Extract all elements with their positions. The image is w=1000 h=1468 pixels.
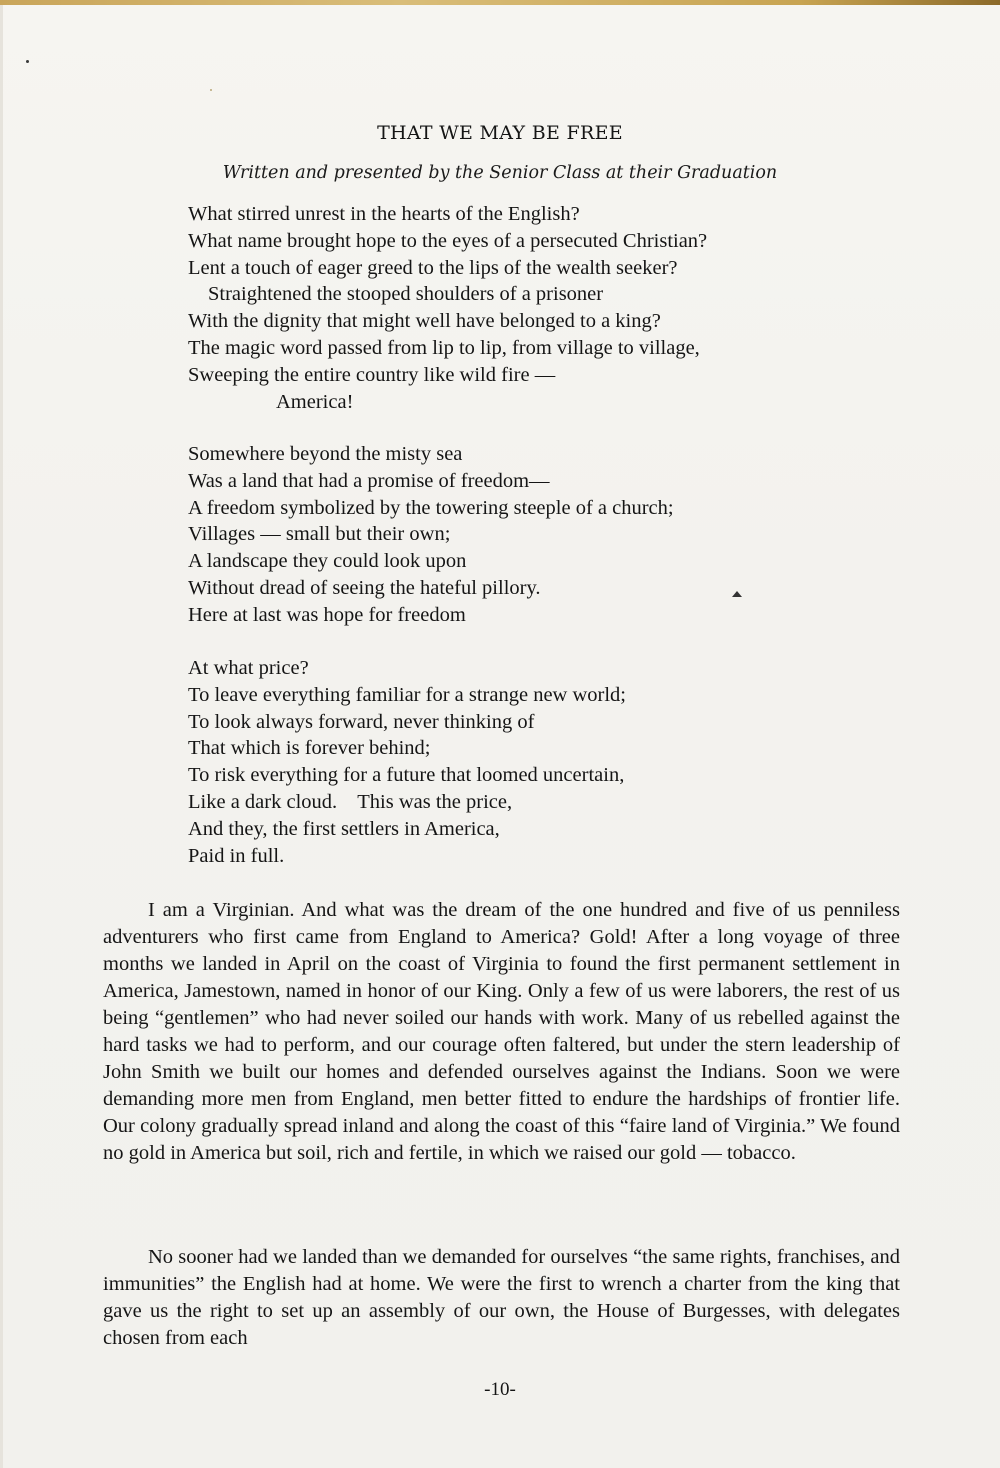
page-top-edge (0, 0, 1000, 5)
page-title: THAT WE MAY BE FREE (377, 122, 623, 144)
poem-line: With the dignity that might well have belonged to a king? (188, 310, 661, 333)
page-subtitle: Written and presented by the Senior Class at their Graduation (222, 163, 778, 183)
poem-line: Here at last was hope for freedom (188, 603, 466, 626)
poem-line: At what price? (188, 657, 309, 679)
poem-line: Sweeping the entire country like wild fire — (188, 363, 556, 386)
poem-line: America! (276, 390, 354, 413)
prose-paragraph: I am a Virginian. And what was the dream of the one hundred and five of us penniless adventurers who first came from England to America? Gold! After a long voyage of three months we landed in April on the coast of Virginia to found the first permanent settlement in America, Jamestown, named in honor of our King. Only a few of us were laborers, the rest of us being “gentlemen” who had never soiled our hands with work. Many of us rebelled against the hard tasks we had to perform, and our courage often faltered, but under the stern leadership of John Smith we built our homes and defended ourselves against the Indians. Soon we were demanding more men from England, men better fitted to endure the hardships of frontier life. Our colony gradually spread inland and along the coast of this “faire land of Virginia.” We found no gold in America but soil, rich and fertile, in which we raised our gold — tobacco. (103, 899, 900, 1164)
poem-stanza-2 (188, 441, 868, 629)
poem-line: Like a dark cloud. This was the price, (188, 790, 513, 813)
poem-line: What stirred unrest in the hearts of the English? (188, 203, 580, 225)
paper-speck (210, 89, 212, 91)
page-number: -10- (484, 1379, 516, 1400)
poem-line: A freedom symbolized by the towering steeple of a church; (188, 496, 674, 519)
poem-line: That which is forever behind; (188, 737, 431, 760)
page-left-edge (0, 5, 3, 1468)
poem-line: Paid in full. (188, 844, 285, 867)
poem-stanza-3 (188, 655, 868, 869)
poem-line: Straightened the stooped shoulders of a prisoner (208, 283, 604, 306)
prose-section-2 (103, 1244, 900, 1352)
prose-paragraph: No sooner had we landed than we demanded for ourselves “the same rights, franchises, and immunities” the English had at home. We were the first to wrench a charter from the king that gave us the right to set up an assembly of our own, the House of Burgesses, with delegates chosen from each (103, 1246, 900, 1349)
paper-speck (26, 60, 29, 63)
poem-line: Lent a touch of eager greed to the lips of the wealth seeker? (188, 256, 678, 279)
poem-line: A landscape they could look upon (188, 550, 467, 573)
poem-line: Without dread of seeing the hateful pillory. (188, 576, 541, 599)
poem-line: Somewhere beyond the misty sea (188, 443, 463, 465)
poem-stanza-1 (188, 201, 868, 415)
poem-line: To risk everything for a future that loomed uncertain, (188, 764, 625, 787)
poem-line: Was a land that had a promise of freedom— (188, 469, 550, 492)
poem-line: Villages — small but their own; (188, 523, 451, 546)
poem-line: The magic word passed from lip to lip, from village to village, (188, 336, 700, 359)
poem-line: What name brought hope to the eyes of a persecuted Christian? (188, 229, 708, 252)
prose-section-1 (103, 897, 900, 1167)
poem-line: To leave everything familiar for a strange new world; (188, 683, 627, 706)
poem-line: To look always forward, never thinking of (188, 710, 535, 733)
poem-line: And they, the first settlers in America, (188, 817, 500, 840)
